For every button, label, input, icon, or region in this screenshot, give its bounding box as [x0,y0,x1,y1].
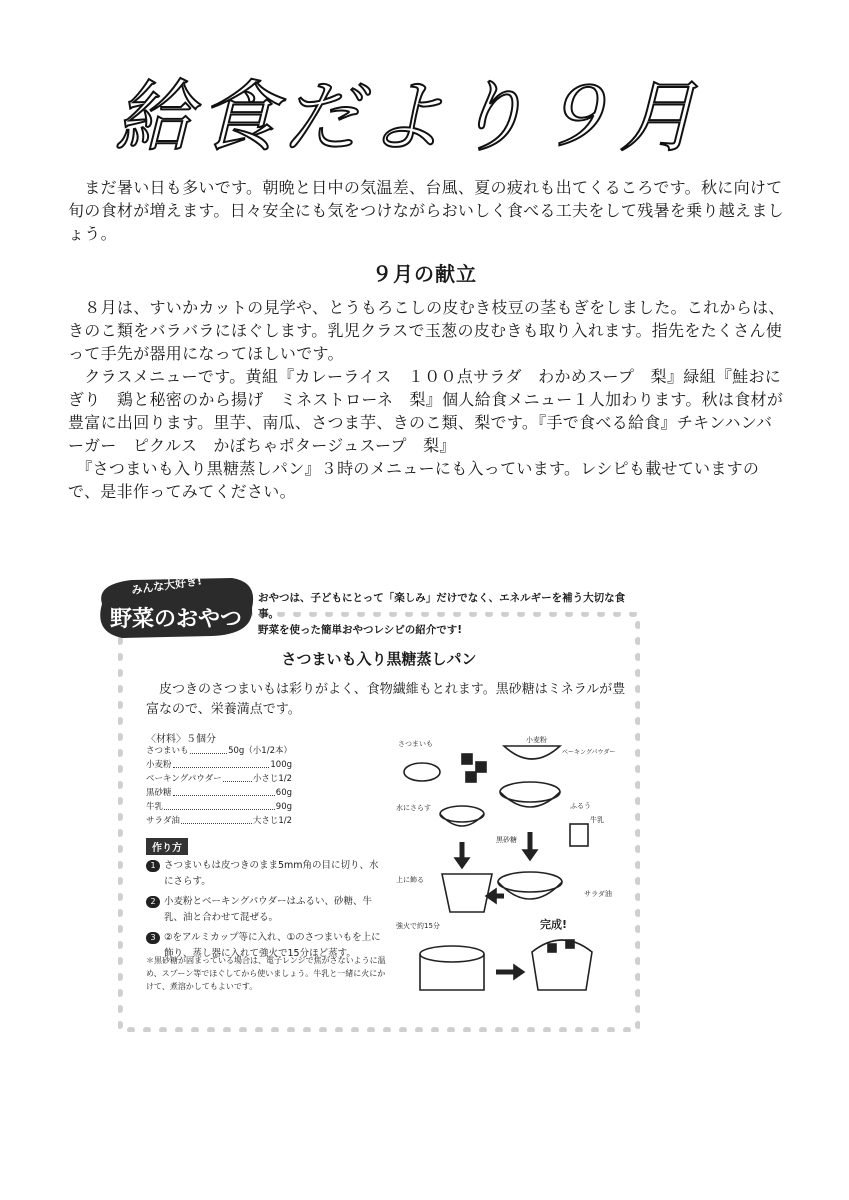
ingredient-amount: 90g [275,802,292,812]
mixing-bowl-icon [498,872,562,892]
steps-list [146,858,386,966]
steps-heading: 作り方 [146,838,188,855]
label-brown-sugar: 黒砂糖 [496,836,517,844]
recipe-intro-line-1: おやつは、子どもにとって「楽しみ」だけでなく、エネルギーを補う大切な食事。 [258,592,626,620]
ingredient-name: 黒砂糖 [146,788,172,798]
title-text: 給食だより９月 [115,73,704,162]
muffin-cup-icon [442,874,492,912]
menu-section-body [68,296,788,503]
step-text: ②をアルミカップ等に入れ、①のさつまいもを上に飾り、蒸し器に入れて強火で15分ほど蒸す。 [164,932,381,959]
recipe-description: 皮つきのさつまいもは彩りがよく、食物繊維もとれます。黒砂糖はミネラルが豊富なので、栄養満点です。 [146,682,626,717]
recipe-title: さつまいも入り黒糖蒸しパン [281,650,477,668]
label-steam: 強火で約15分 [396,922,440,930]
step-item [146,894,386,926]
ingredients-list [146,744,292,828]
sweet-potato-icon [404,763,440,781]
label-flour: 小麦粉 [526,736,547,744]
step-item [146,858,386,890]
label-oil: サラダ油 [584,890,612,898]
recipe-note: ＊黒砂糖が固まっている場合は、電子レンジで焦がさないように温め、スプーン等でほぐしてから使いましょう。牛乳と一緒に火にかけて、煮溶かしてもよいです。 [146,956,386,991]
ingredient-amount: 大さじ1/2 [252,816,292,826]
label-baking-powder: ベーキングパウダー [562,749,616,756]
recipe-card [92,572,640,1034]
section-title: ９月の献立 [372,262,477,286]
label-sift: ふるう [570,802,591,810]
potato-cube-icon [462,754,472,764]
ingredient-row [146,772,292,786]
step-text: 小麦粉とベーキングパウダーはふるい、砂糖、牛乳、油と合わせて混ぜる。 [164,896,373,923]
ingredient-row [146,786,292,800]
label-decorate: 上に飾る [396,876,424,884]
label-done: 完成! [540,918,568,931]
ingredient-name: サラダ油 [146,816,180,826]
milk-jug-icon [570,824,588,846]
ingredient-name: 牛乳 [146,802,164,812]
ingredient-name: ベーキングパウダー [146,774,222,784]
ingredient-amount: 50g（小1/2本） [228,746,292,756]
finished-muffin-icon [532,940,592,990]
ingredient-row [146,814,292,828]
intro-paragraph: まだ暑い日も多いです。朝晩と日中の気温差、台風、夏の疲れも出てくるころです。秋に向けて旬の食材が増えます。日々安全にも気をつけながらおいしく食べる工夫をして残暑を乗り越えましょう。 [68,178,784,243]
ingredient-amount: 60g [275,788,292,798]
newsletter-title [105,62,705,162]
ingredient-row [146,744,292,758]
recipe-intro [258,590,638,638]
ingredient-name: 小麦粉 [146,760,172,770]
ingredient-row [146,758,292,772]
step-number: 1 [146,860,160,872]
label-milk: 牛乳 [590,816,604,824]
label-sweet-potato: さつまいも [398,740,433,748]
ingredient-amount: 小さじ1/2 [252,774,292,784]
badge-top-text: みんな大好き! [130,574,203,597]
menu-paragraph-1: ８月は、すいかカットの見学や、とうもろこしの皮むき枝豆の茎もぎをしました。これからは、きのこ類をバラバラにほぐします。乳児クラスで玉葱の皮むきも取り入れます。指先をたくさん使って手先が器用になってほしいです。 [68,298,785,363]
badge-main-text: 野菜のおやつ [110,607,243,632]
ingredient-amount: 100g [270,760,292,770]
ingredient-row [146,800,292,814]
snack-badge [92,574,260,640]
recipe-intro-line-2: 野菜を使った簡単おやつレシピの紹介です! [258,624,463,636]
steamer-icon [420,946,484,962]
menu-paragraph-2: クラスメニューです。黄組『カレーライス １００点サラダ わかめスープ 梨』緑組『鮭おにぎり 鶏と秘密のから揚げ ミネストローネ 梨』個人給食メニュー１人加わります。秋は食材が豊富に出回ります。里芋、南瓜、さつま芋、きのこ類、梨です。『手で食べる給食』チキンハンバーガー ピクルス かぼちゃポタージュスープ 梨』 [68,367,784,455]
label-soak: 水にさらす [396,804,431,812]
flour-bowl-icon [504,746,560,759]
recipe-illustration [392,732,632,1002]
step-text: さつまいもは皮つきのまま5mm角の目に切り、水にさらす。 [164,860,379,887]
menu-paragraph-3: 『さつまいも入り黒糖蒸しパン』３時のメニューにも入っています。レシピも載せていますので、是非作ってみてください。 [68,459,760,501]
step-number: 2 [146,896,160,908]
ingredient-name: さつまいも [146,746,189,756]
step-number: 3 [146,932,160,944]
materials-heading: 〈材料〉５個分 [146,734,216,745]
